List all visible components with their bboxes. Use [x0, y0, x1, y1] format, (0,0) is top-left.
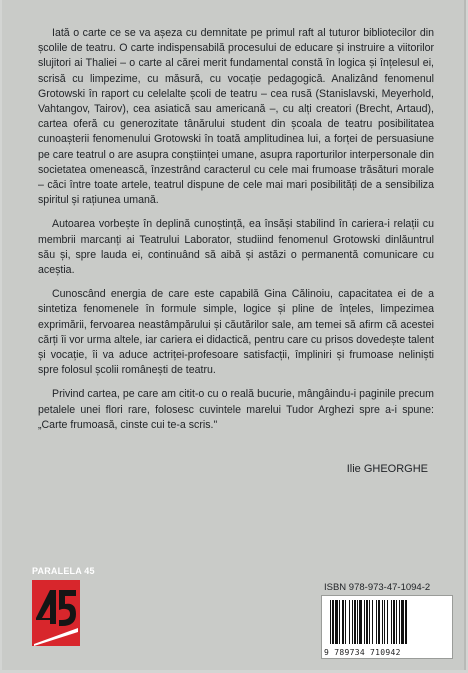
- paragraph-3: Cunoscând energia de care este capabilă Gina Călinoiu, capacitatea ei de a sintetiza fenomenele în formule simple, logice și pline de înțeles, limpezimea exprimării, fervoarea neastâmpărului și căutărilor sale, am temei să afirm că acestei cărți îi vor urma altele, iar cariera ei didactică, pentru care cu prisos dovedește talent și vocație, îi va aduce actriței-profesoare satisfacții, împliniri și frumoase neliniști spre folosul școlii românești de teatru.: [38, 288, 434, 377]
- paragraph-1: Iată o carte ce se va așeza cu demnitate pe primul raft al tuturor bibliotecilor din școlile de teatru. O carte indispensabilă procesului de educare și instruire a viitorilor slujitori ai Thaliei – o carte al cărei merit fundamental constă în logica și înțelesul ei, scrisă cu limpezime, cu măsură, cu vocație pedagogică. Analizând fenomenul Grotowski în raport cu celelalte școli de teatru – cea rusă (Stanislavski, Meyerhold, Vahtangov, Tairov), cea asiatică sau americană –, cu alți creatori (Brecht, Artaud), cartea oferă cu generozitate tânărului student din școala de teatru posibilitatea cunoașterii fenomenului Grotowski în toată amplitudinea lui, a forței de persuasiune pe care teatrul o are asupra conștiinței umane, asupra raporturilor interpersonale din societatea omenească, înzestrând caracterul cu cele mai frumoase trăsături morale – căci între toate artele, teatrul dispune de cele mai mari posibilități de a sensibiliza spiritul și rațiunea umană.: [38, 27, 434, 207]
- paragraph-4: Privind cartea, pe care am citit-o cu o reală bucurie, mângâindu-i paginile precum petalele unei flori rare, folosesc cuvintele marelui Tudor Arghezi spre a-i spune: „Carte frumoasă, cinste cui te-a scris.": [38, 388, 434, 431]
- publisher-logo-icon: [32, 580, 80, 646]
- publisher-logo: [32, 566, 95, 648]
- publisher-name: PARALELA 45: [32, 566, 95, 576]
- barcode-digits: 9 789734 710942: [324, 648, 401, 657]
- isbn-label: ISBN 978-973-47-1094-2: [324, 582, 431, 593]
- barcode: [321, 595, 453, 659]
- barcode-bars: [330, 600, 444, 644]
- back-cover: [2, 0, 466, 670]
- cover-text: [38, 26, 434, 442]
- author-signature: Ilie GHEORGHE: [346, 463, 428, 475]
- paragraph-2: Autoarea vorbește în deplină cunoștință, ea însăși stabilind în cariera-i relații cu membrii marcanți ai Teatrului Laborator, studiind fenomenul Grotowski dinlăuntrul său și, spre lauda ei, continuând să aibă și astăzi o permanentă comunicare cu aceștia.: [38, 218, 434, 277]
